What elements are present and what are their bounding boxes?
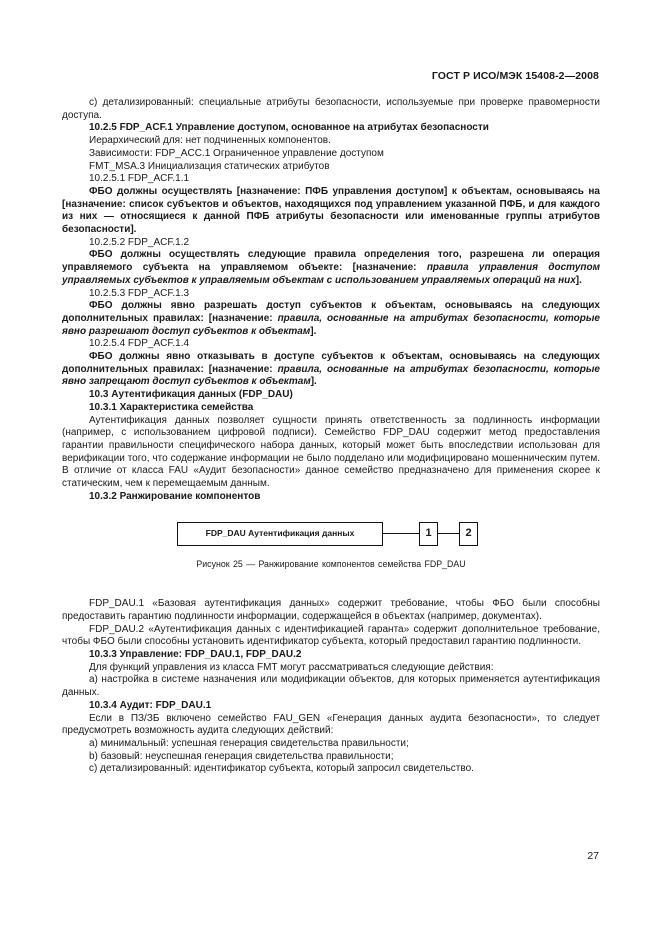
requirement-text-part: ]. <box>310 376 317 388</box>
paragraph: Если в ПЗ/ЗБ включено семейство FAU_GEN «Генерация данных аудита безопасности», то следует предусмотреть возможность аудита следующих действий: <box>62 712 600 737</box>
element-id: 10.2.5.1 FDP_ACF.1.1 <box>89 173 190 185</box>
connector-line <box>438 533 459 534</box>
requirement-text-part: ФБО должны явно разрешать доступ субъектов к объектам, основываясь на следующих дополнительных правилах: [назначение: <box>62 300 600 324</box>
paragraph: Аутентификация данных позволяет сущности принять ответственность за подлинность информации (например, с использованием цифровой подписи). Семейство FDP_DAU содержит метод предоставления гарантии правильности специфического набора данных, который может быть впоследствии использован для верификации того, что содержание информации не было подделано или модифицировано мошенническим путем. В отличие от класса FAU «Аудит безопасности» данное семейство предназначено для применения скорее к статическим, чем к перемещаемым данным. <box>62 414 600 490</box>
figure-caption: Рисунок 25 — Ранжирование компонентов семейства FDP_DAU <box>196 558 466 569</box>
element-id: 10.2.5.4 FDP_ACF.1.4 <box>89 338 190 350</box>
spacer <box>62 570 600 598</box>
requirement-assignment: правила, основанные на атрибутах безопасности, которые явно разрешают доступ субъектов к объектам <box>62 312 600 337</box>
requirement-assignment: правила управления доступом управляемых субъектов к управляемым объектам с использованием управляемых операций на них <box>62 262 600 286</box>
paragraph: Иерархический для: нет подчиненных компонентов. <box>89 135 331 147</box>
section-heading: 10.3.3 Управление: FDP_DAU.1, FDP_DAU.2 <box>89 649 302 661</box>
requirement-text: ФБО должны осуществлять [назначение: ПФБ управления доступом] к объектам, основываясь на [назначение: список субъектов и объектов, находящихся под управлением указанной ПФБ, и для каждого из них — относящиеся к данной ПФБ атрибуты безопасности или именованные группы атрибутов безопасности]. <box>62 185 600 236</box>
component-level-box: 1 <box>419 522 438 546</box>
page-number: 27 <box>587 850 599 862</box>
paragraph: Зависимости: FDP_ACC.1 Ограниченное управление доступом <box>89 147 384 159</box>
requirement-text-part: ФБО должны осуществлять следующие правила определения того, разрешена ли операция управляемого субъекта на управляемом объекте: [назначение: <box>62 249 600 274</box>
connector-line <box>383 533 419 534</box>
document-header: ГОСТ Р ИСО/МЭК 15408-2—2008 <box>431 70 599 82</box>
list-item: а) минимальный: успешная генерация свидетельства правильности; <box>89 737 409 749</box>
paragraph: Для функций управления из класса FMT могут рассматриваться следующие действия: <box>89 661 494 673</box>
list-item: b) базовый: неуспешная генерация свидетельства правильности; <box>89 750 394 762</box>
section-heading: 10.2.5 FDP_ACF.1 Управление доступом, основанное на атрибутах безопасности <box>89 122 489 134</box>
requirement-text-part: ]. <box>575 274 582 286</box>
paragraph: FMT_MSA.3 Инициализация статических атрибутов <box>89 160 330 172</box>
section-heading: 10.3.4 Аудит: FDP_DAU.1 <box>89 699 212 711</box>
element-id: 10.2.5.2 FDP_ACF.1.2 <box>89 236 190 248</box>
paragraph: c) детализированный: специальные атрибуты безопасности, используемые при проверке правомерности доступа. <box>62 97 600 121</box>
list-item: а) настройка в системе назначения или модификации объектов, для которых применяется аутентификация данных. <box>62 674 600 699</box>
section-heading: 10.3.1 Характеристика семейства <box>89 401 254 413</box>
requirement-assignment: правила, основанные на атрибутах безопасности, которые явно запрещают доступ субъектов к объектам <box>62 363 600 388</box>
paragraph: FDP_DAU.2 «Аутентификация данных с идентификацией гаранта» содержит дополнительное требование, чтобы ФБО были способны установить идентификатор субъекта, который предоставил гарантию подлинности. <box>62 623 600 648</box>
section-heading: 10.3.2 Ранжирование компонентов <box>89 490 261 502</box>
page-content <box>62 97 600 776</box>
element-id: 10.2.5.3 FDP_ACF.1.3 <box>89 287 190 299</box>
requirement-text <box>62 300 600 338</box>
paragraph: FDP_DAU.1 «Базовая аутентификация данных» содержит требование, чтобы ФБО были способны предоставить гарантию подлинности информации, содержащейся в объектах (например, документах). <box>62 598 600 622</box>
requirement-text-part: ]. <box>310 325 317 337</box>
requirement-text <box>62 351 600 389</box>
section-heading: 10.3 Аутентификация данных (FDP_DAU) <box>89 389 293 401</box>
component-level-box: 2 <box>459 522 478 546</box>
list-item: c) детализированный: идентификатор субъекта, который запросил свидетельство. <box>89 763 474 775</box>
requirement-text-part: ФБО должны явно отказывать в доступе субъектов к объектам, основываясь на следующих дополнительных правилах: [назначение: <box>62 351 600 375</box>
component-leveling-diagram <box>62 510 600 558</box>
family-box: FDP_DAU Аутентификация данных <box>177 522 383 546</box>
requirement-text <box>62 249 600 287</box>
